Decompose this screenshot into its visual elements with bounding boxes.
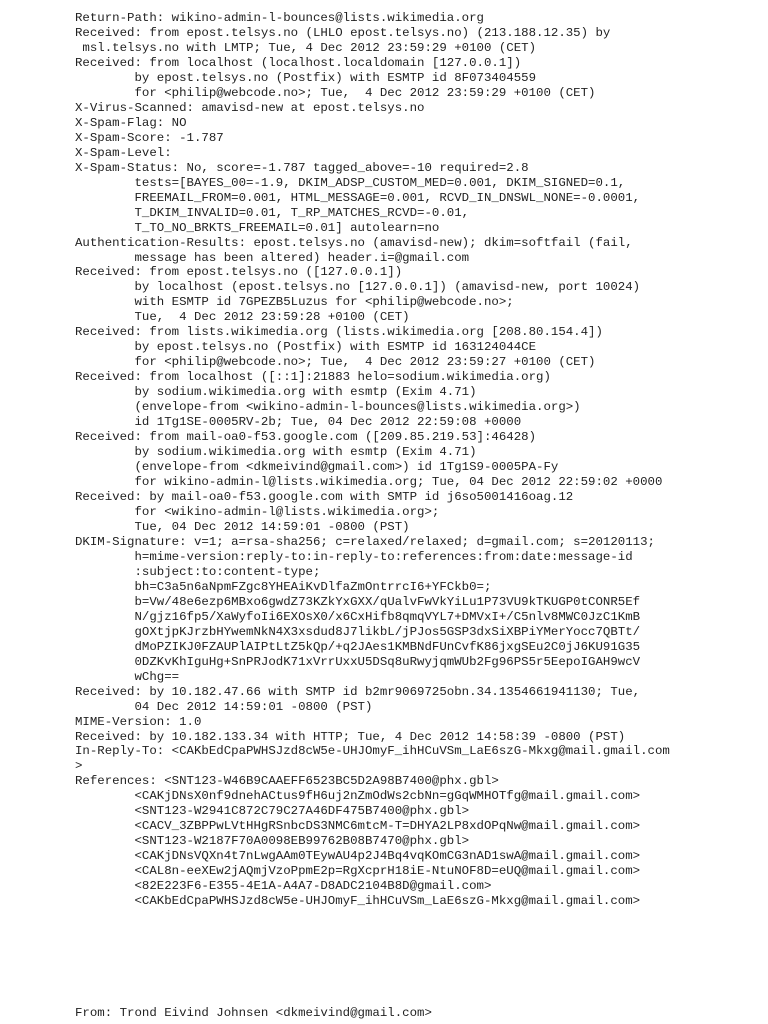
from-header-line: From: Trond Eivind Johnsen <dkmeivind@gmail.com> bbox=[75, 1006, 432, 1020]
header-line: Received: from localhost ([::1]:21883 helo=sodium.wikimedia.org) bbox=[75, 370, 551, 385]
header-line: Received: from epost.telsys.no (LHLO epost.telsys.no) (213.188.12.35) by bbox=[75, 25, 611, 40]
header-line: 0DZKvKhIguHg+SnPRJodK71xVrrUxxU5DSq8uRwyjqmWUb2Fg96PS5r5EepoIGAH9wcV bbox=[75, 654, 641, 669]
header-line: DKIM-Signature: v=1; a=rsa-sha256; c=relaxed/relaxed; d=gmail.com; s=20120113; bbox=[75, 534, 655, 549]
header-line: dMoPZIKJ0FZAUPlAIPtLtZ5kQp/+q2JAes1KMBNdFUnCvfK86jxgSEu2C0jJ6KU91G35 bbox=[75, 639, 641, 654]
header-line: Received: by 10.182.133.34 with HTTP; Tue, 4 Dec 2012 14:58:39 -0800 (PST) bbox=[75, 729, 626, 744]
header-line: b=Vw/48e6ezp6MBxo6gwdZ73KZkYxGXX/qUalvFwVkYiLu1P73VU9kTKUGP0tCONR5Ef bbox=[75, 594, 641, 609]
header-line: id 1Tg1SE-0005RV-2b; Tue, 04 Dec 2012 22:59:08 +0000 bbox=[75, 415, 522, 430]
header-line: N/gjz16fp5/XaWyfoIi6EXOsX0/x6CxHifb8qmqVYL7+DMVxI+/C5nlv8MWC0JzC1KmB bbox=[75, 609, 641, 624]
header-line: <SNT123-W2941C872C79C27A46DF475B7400@phx.gbl> bbox=[75, 804, 470, 819]
header-line: <CAKbEdCpaPWHSJzd8cW5e-UHJOmyF_ihHCuVSm_LaE6szG-Mkxg@mail.gmail.com> bbox=[75, 894, 641, 909]
header-line: for <wikino-admin-l@lists.wikimedia.org>; bbox=[75, 504, 440, 519]
header-line: Received: by mail-oa0-f53.google.com with SMTP id j6so5001416oag.12 bbox=[75, 490, 574, 504]
header-line: for <philip@webcode.no>; Tue, 4 Dec 2012 23:59:29 +0100 (CET) bbox=[75, 85, 596, 100]
header-line: by epost.telsys.no (Postfix) with ESMTP id 8F073404559 bbox=[75, 70, 537, 85]
header-line: MIME-Version: 1.0 bbox=[75, 714, 202, 729]
header-line: X-Spam-Flag: NO bbox=[75, 115, 187, 130]
header-line: wChg== bbox=[75, 669, 180, 684]
header-line: with ESMTP id 7GPEZB5Luzus for <philip@webcode.no>; bbox=[75, 295, 514, 310]
header-line: for <philip@webcode.no>; Tue, 4 Dec 2012 23:59:27 +0100 (CET) bbox=[75, 355, 596, 370]
header-line: <CACV_3ZBPPwLVtHHgRSnbcDS3NMC6mtcM-T=DHYA2LP8xdOPqNw@mail.gmail.com> bbox=[75, 819, 641, 834]
header-line: In-Reply-To: <CAKbEdCpaPWHSJzd8cW5e-UHJOmyF_ihHCuVSm_LaE6szG-Mkxg@mail.gmail.com bbox=[75, 744, 670, 759]
header-line: (envelope-from <dkmeivind@gmail.com>) id 1Tg1S9-0005PA-Fy bbox=[75, 460, 559, 475]
header-line: by localhost (epost.telsys.no [127.0.0.1]) (amavisd-new, port 10024) bbox=[75, 280, 641, 295]
header-line: T_TO_NO_BRKTS_FREEMAIL=0.01] autolearn=no bbox=[75, 220, 440, 235]
header-line: <CAKjDNsVQXn4t7nLwgAAm0TEywAU4p2J4Bq4vqKOmCG3nAD1swA@mail.gmail.com> bbox=[75, 849, 641, 864]
header-line: Received: from epost.telsys.no ([127.0.0.1]) bbox=[75, 265, 403, 280]
header-line: <SNT123-W2187F70A0098EB99762B08B7470@phx.gbl> bbox=[75, 834, 470, 849]
header-line: 04 Dec 2012 14:59:01 -0800 (PST) bbox=[75, 699, 373, 714]
header-line: Tue, 04 Dec 2012 14:59:01 -0800 (PST) bbox=[75, 519, 410, 534]
header-line: gOXtjpKJrzbHYwemNkN4X3xsdud8J7likbL/jPJos5GSP3dxSiXBPiYMerYocc7QBTt/ bbox=[75, 624, 641, 639]
header-line: msl.telsys.no with LMTP; Tue, 4 Dec 2012 23:59:29 +0100 (CET) bbox=[75, 40, 537, 55]
header-line: References: <SNT123-W46B9CAAEFF6523BC5D2A98B7400@phx.gbl> bbox=[75, 774, 499, 789]
header-line: Received: from localhost (localhost.localdomain [127.0.0.1]) bbox=[75, 55, 522, 70]
header-line: Return-Path: wikino-admin-l-bounces@lists.wikimedia.org bbox=[75, 11, 484, 25]
header-line: Received: by 10.182.47.66 with SMTP id b2mr9069725obn.34.1354661941130; Tue, bbox=[75, 684, 641, 699]
header-line: Tue, 4 Dec 2012 23:59:28 +0100 (CET) bbox=[75, 310, 410, 325]
header-line: <82E223F6-E355-4E1A-A4A7-D8ADC2104B8D@gmail.com> bbox=[75, 879, 492, 894]
header-line: <CAKjDNsX0nf9dnehACtus9fH6uj2nZmOdWs2cbNn=gGqWMHOTfg@mail.gmail.com> bbox=[75, 789, 641, 804]
header-line: h=mime-version:reply-to:in-reply-to:references:from:date:message-id bbox=[75, 549, 633, 564]
header-line: <CAL8n-eeXEw2jAQmjVzoPpmE2p=RgXcprH18iE-NtuNOF8D=eUQ@mail.gmail.com> bbox=[75, 864, 641, 879]
header-line: X-Spam-Status: No, score=-1.787 tagged_above=-10 required=2.8 bbox=[75, 160, 529, 175]
header-line: X-Spam-Score: -1.787 bbox=[75, 130, 224, 145]
header-line: by sodium.wikimedia.org with esmtp (Exim 4.71) bbox=[75, 445, 477, 460]
header-line: X-Virus-Scanned: amavisd-new at epost.telsys.no bbox=[75, 100, 425, 115]
header-line: Received: from lists.wikimedia.org (lists.wikimedia.org [208.80.154.4]) bbox=[75, 325, 603, 340]
header-line: > bbox=[75, 759, 83, 774]
header-line: Received: from mail-oa0-f53.google.com ([209.85.219.53]:46428) bbox=[75, 430, 537, 445]
header-line: T_DKIM_INVALID=0.01, T_RP_MATCHES_RCVD=-0.01, bbox=[75, 205, 470, 220]
header-line: for wikino-admin-l@lists.wikimedia.org; Tue, 04 Dec 2012 22:59:02 +0000 bbox=[75, 475, 663, 490]
header-line: Authentication-Results: epost.telsys.no (amavisd-new); dkim=softfail (fail, bbox=[75, 235, 633, 250]
header-line: message has been altered) header.i=@gmail.com bbox=[75, 250, 470, 265]
header-line: :subject:to:content-type; bbox=[75, 564, 321, 579]
header-line: FREEMAIL_FROM=0.001, HTML_MESSAGE=0.001, RCVD_IN_DNSWL_NONE=-0.0001, bbox=[75, 190, 641, 205]
header-line: X-Spam-Level: bbox=[75, 145, 172, 160]
header-line: bh=C3a5n6aNpmFZgc8YHEAiKvDlfaZmOntrrcI6+YFCkb0=; bbox=[75, 579, 492, 594]
header-line: by epost.telsys.no (Postfix) with ESMTP id 163124044CE bbox=[75, 340, 537, 355]
header-line: tests=[BAYES_00=-1.9, DKIM_ADSP_CUSTOM_MED=0.001, DKIM_SIGNED=0.1, bbox=[75, 175, 626, 190]
email-headers bbox=[75, 11, 765, 909]
header-line: by sodium.wikimedia.org with esmtp (Exim 4.71) bbox=[75, 385, 477, 400]
header-line: (envelope-from <wikino-admin-l-bounces@lists.wikimedia.org>) bbox=[75, 400, 581, 415]
